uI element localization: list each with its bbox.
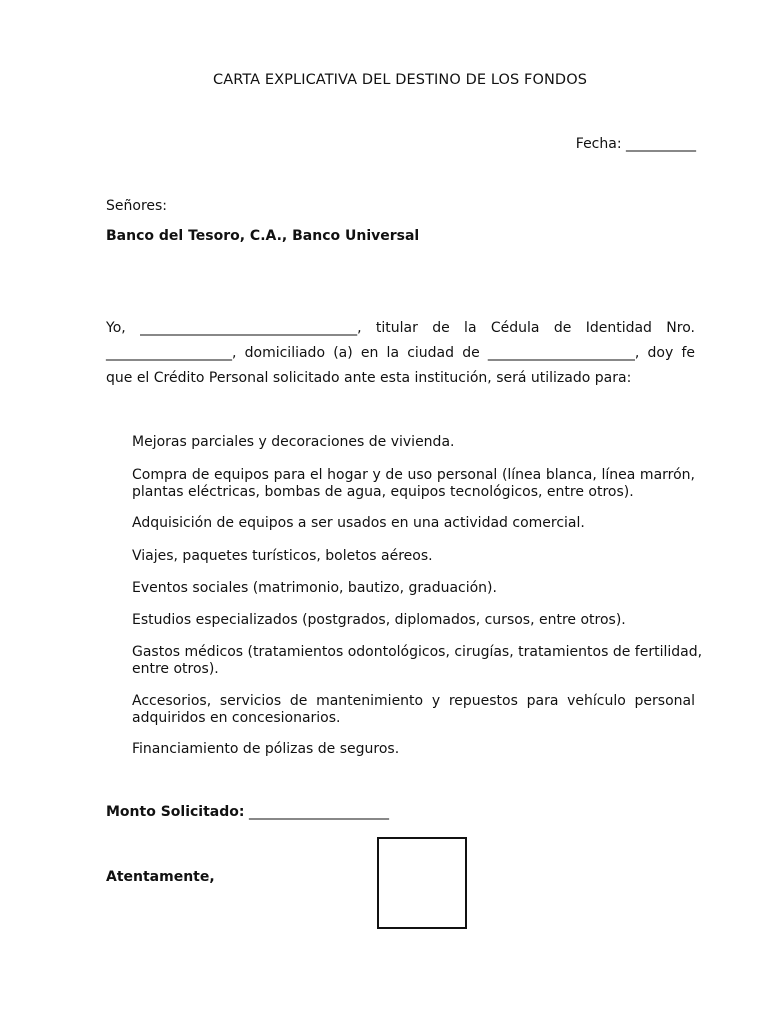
closing: Atentamente, bbox=[106, 869, 215, 885]
list-item: Estudios especializados (postgrados, diplomados, cursos, entre otros). bbox=[132, 612, 626, 628]
list-item: Adquisición de equipos a ser usados en una actividad comercial. bbox=[132, 515, 585, 531]
amount-label: Monto Solicitado: bbox=[106, 804, 245, 820]
date-line: Fecha: __________ bbox=[575, 136, 696, 152]
list-item: Gastos médicos (tratamientos odontológicos, cirugías, tratamientos de fertilidad, entre otros). bbox=[132, 644, 703, 677]
recipient-bank: Banco del Tesoro, C.A., Banco Universal bbox=[106, 228, 420, 244]
list-item: Eventos sociales (matrimonio, bautizo, graduación). bbox=[132, 580, 497, 596]
signature-box bbox=[377, 837, 467, 929]
declaration-line-2: __________________, domiciliado (a) en la ciudad de _____________________, doy fe bbox=[106, 345, 695, 361]
amount-requested bbox=[106, 804, 389, 820]
document-title: CARTA EXPLICATIVA DEL DESTINO DE LOS FONDOS bbox=[212, 72, 588, 88]
amount-blank: ____________________ bbox=[248, 804, 389, 820]
declaration-line-1: Yo, _______________________________, titular de la Cédula de Identidad Nro. bbox=[106, 320, 695, 336]
list-item: Compra de equipos para el hogar y de uso personal (línea blanca, línea marrón, plantas eléctricas, bombas de agua, equipos tecnológicos, entre otros). bbox=[132, 467, 695, 500]
list-item: Mejoras parciales y decoraciones de vivienda. bbox=[132, 434, 455, 450]
list-item: Financiamiento de pólizas de seguros. bbox=[132, 741, 400, 757]
salutation: Señores: bbox=[106, 198, 168, 214]
list-item: Accesorios, servicios de mantenimiento y repuestos para vehículo personal adquiridos en concesionarios. bbox=[132, 693, 695, 726]
list-item: Viajes, paquetes turísticos, boletos aéreos. bbox=[132, 548, 433, 564]
declaration-paragraph bbox=[106, 316, 695, 391]
declaration-line-3: que el Crédito Personal solicitado ante esta institución, será utilizado para: bbox=[106, 370, 632, 386]
